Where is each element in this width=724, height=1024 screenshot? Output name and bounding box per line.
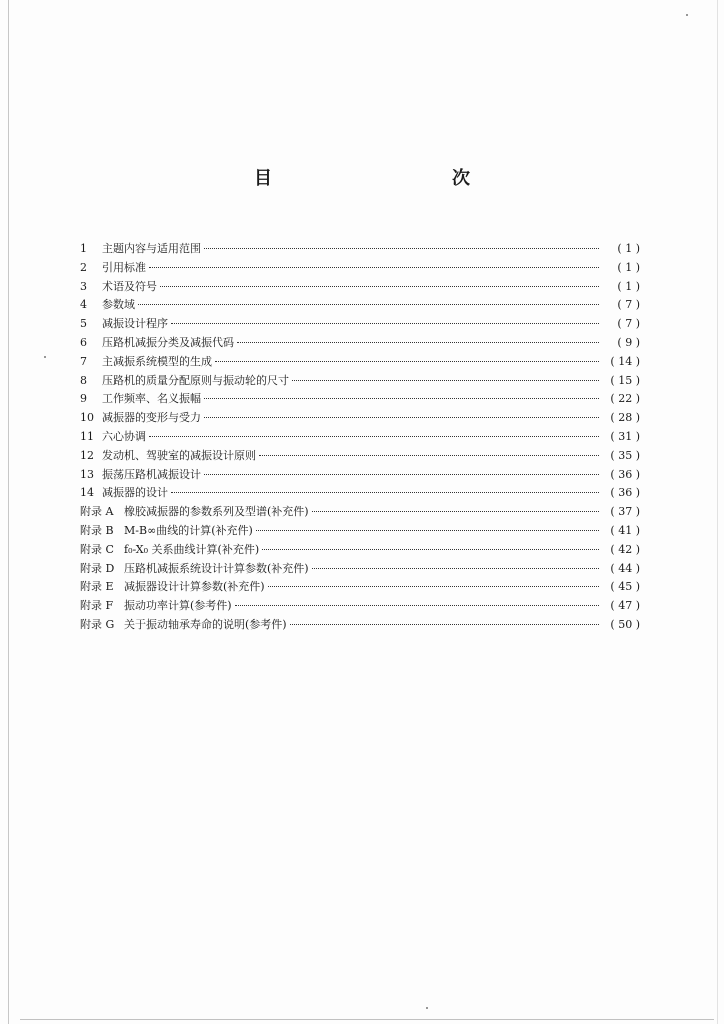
dot-leader xyxy=(204,473,599,475)
entry-title: 主题内容与适用范围 xyxy=(102,242,201,255)
toc-entry[interactable] xyxy=(80,560,640,579)
entry-number: 6 xyxy=(80,335,87,349)
toc-entry[interactable] xyxy=(80,466,640,485)
entry-title: 六心协调 xyxy=(102,429,146,443)
toc-entry[interactable] xyxy=(80,578,640,597)
entry-page: ( 28 ) xyxy=(610,411,640,425)
toc-entry[interactable] xyxy=(80,259,640,278)
entry-number: 附录 G xyxy=(80,617,115,631)
entry-title: 减振器设计计算参数(补充件) xyxy=(124,580,265,594)
entry-title: 术语及符号 xyxy=(102,279,157,293)
entry-number: 11 xyxy=(80,429,94,443)
dot-leader xyxy=(290,623,599,625)
entry-number: 8 xyxy=(80,373,87,387)
entry-page: ( 1 ) xyxy=(617,242,640,255)
entry-page: ( 14 ) xyxy=(610,354,640,368)
entry-page: ( 42 ) xyxy=(610,542,640,556)
dot-leader xyxy=(160,285,599,287)
entry-number: 附录 E xyxy=(80,580,114,594)
entry-title: 主减振系统模型的生成 xyxy=(102,354,212,368)
speck-mark xyxy=(44,356,46,358)
dot-leader xyxy=(235,604,599,606)
entry-title: 减振器的设计 xyxy=(102,486,168,500)
toc-entry[interactable] xyxy=(80,278,640,297)
entry-page: ( 15 ) xyxy=(610,373,640,387)
entry-number: 附录 F xyxy=(80,599,114,613)
entry-title: 压路机减振分类及减振代码 xyxy=(102,335,234,349)
dot-leader xyxy=(259,454,599,456)
entry-title: 引用标准 xyxy=(102,260,146,274)
toc-entry[interactable] xyxy=(80,522,640,541)
entry-page: ( 7 ) xyxy=(617,298,640,312)
entry-title: 减振设计程序 xyxy=(102,317,168,331)
dot-leader xyxy=(215,360,599,362)
entry-page: ( 36 ) xyxy=(610,486,640,500)
entry-page: ( 45 ) xyxy=(610,580,640,594)
entry-title: 振动功率计算(参考件) xyxy=(124,599,232,613)
toc-entry[interactable] xyxy=(80,484,640,503)
entry-page: ( 44 ) xyxy=(610,561,640,575)
page-right-edge xyxy=(717,0,718,1024)
toc-entry[interactable] xyxy=(80,372,640,391)
toc-entry[interactable] xyxy=(80,296,640,315)
toc-entry[interactable] xyxy=(80,409,640,428)
dot-leader xyxy=(292,379,599,381)
dot-leader xyxy=(237,341,599,343)
toc-entry[interactable] xyxy=(80,428,640,447)
entry-title: 发动机、驾驶室的减振设计原则 xyxy=(102,448,256,462)
page-left-edge xyxy=(8,0,9,1024)
toc-entry[interactable] xyxy=(80,390,640,409)
entry-page: ( 1 ) xyxy=(617,260,640,274)
entry-page: ( 50 ) xyxy=(610,617,640,631)
entry-number: 附录 C xyxy=(80,542,114,556)
entry-number: 7 xyxy=(80,354,87,368)
entry-title: 压路机的质量分配原则与振动轮的尺寸 xyxy=(102,373,289,387)
dot-leader xyxy=(268,585,599,587)
entry-page: ( 31 ) xyxy=(610,429,640,443)
dot-leader xyxy=(149,435,599,437)
entry-title: 压路机减振系统设计计算参数(补充件) xyxy=(124,561,309,575)
dot-leader xyxy=(204,416,599,418)
entry-number: 12 xyxy=(80,448,94,462)
toc-entry[interactable] xyxy=(80,334,640,353)
entry-page: ( 41 ) xyxy=(610,523,640,537)
entry-number: 10 xyxy=(80,411,94,425)
entry-title: f₀-X₀ 关系曲线计算(补充件) xyxy=(124,542,260,556)
entry-number: 4 xyxy=(80,298,87,312)
entry-number: 3 xyxy=(80,279,87,293)
entry-page: ( 7 ) xyxy=(617,317,640,331)
dot-leader xyxy=(171,322,599,324)
dot-leader xyxy=(312,510,599,512)
toc-entry[interactable] xyxy=(80,616,640,635)
toc-entry[interactable] xyxy=(80,447,640,466)
speck-mark xyxy=(426,1007,428,1009)
entry-number: 附录 A xyxy=(80,505,114,519)
entry-title: 振荡压路机减振设计 xyxy=(102,467,201,481)
entry-title: 工作频率、名义振幅 xyxy=(102,392,201,406)
dot-leader xyxy=(256,529,599,531)
dot-leader xyxy=(149,266,599,268)
entry-number: 13 xyxy=(80,467,94,481)
entry-page: ( 35 ) xyxy=(610,448,640,462)
entry-number: 2 xyxy=(80,260,87,274)
entry-page: ( 36 ) xyxy=(610,467,640,481)
toc-entry[interactable] xyxy=(80,541,640,560)
dot-leader xyxy=(204,247,599,249)
dot-leader xyxy=(312,567,599,569)
entry-title: 参数域 xyxy=(102,298,135,312)
toc-entry[interactable] xyxy=(80,353,640,372)
dot-leader xyxy=(204,397,599,399)
entry-title: 关于振动轴承寿命的说明(参考件) xyxy=(124,617,287,631)
entry-page: ( 37 ) xyxy=(610,505,640,519)
entry-title: 减振器的变形与受力 xyxy=(102,411,201,425)
entry-number: 9 xyxy=(80,392,87,406)
entry-number: 附录 D xyxy=(80,561,115,575)
toc-entry[interactable] xyxy=(80,597,640,616)
entry-number: 5 xyxy=(80,317,87,331)
toc-entry[interactable] xyxy=(80,240,640,259)
dot-leader xyxy=(262,548,599,550)
page-title: 目 次 xyxy=(254,168,518,190)
toc-entry[interactable] xyxy=(80,503,640,522)
entry-page: ( 1 ) xyxy=(617,279,640,293)
toc-entry[interactable] xyxy=(80,315,640,334)
dot-leader xyxy=(138,303,599,305)
entry-number: 14 xyxy=(80,486,94,500)
dot-leader xyxy=(171,491,599,493)
table-of-contents xyxy=(80,240,640,635)
entry-title: M-B∞曲线的计算(补充件) xyxy=(124,523,253,537)
entry-title: 橡胶减振器的参数系列及型谱(补充件) xyxy=(124,505,309,519)
speck-mark xyxy=(686,14,688,16)
entry-number: 附录 B xyxy=(80,523,114,537)
entry-page: ( 9 ) xyxy=(617,335,640,349)
entry-page: ( 47 ) xyxy=(610,599,640,613)
page-bottom-edge xyxy=(20,1019,714,1020)
entry-number: 1 xyxy=(80,242,87,255)
entry-page: ( 22 ) xyxy=(610,392,640,406)
